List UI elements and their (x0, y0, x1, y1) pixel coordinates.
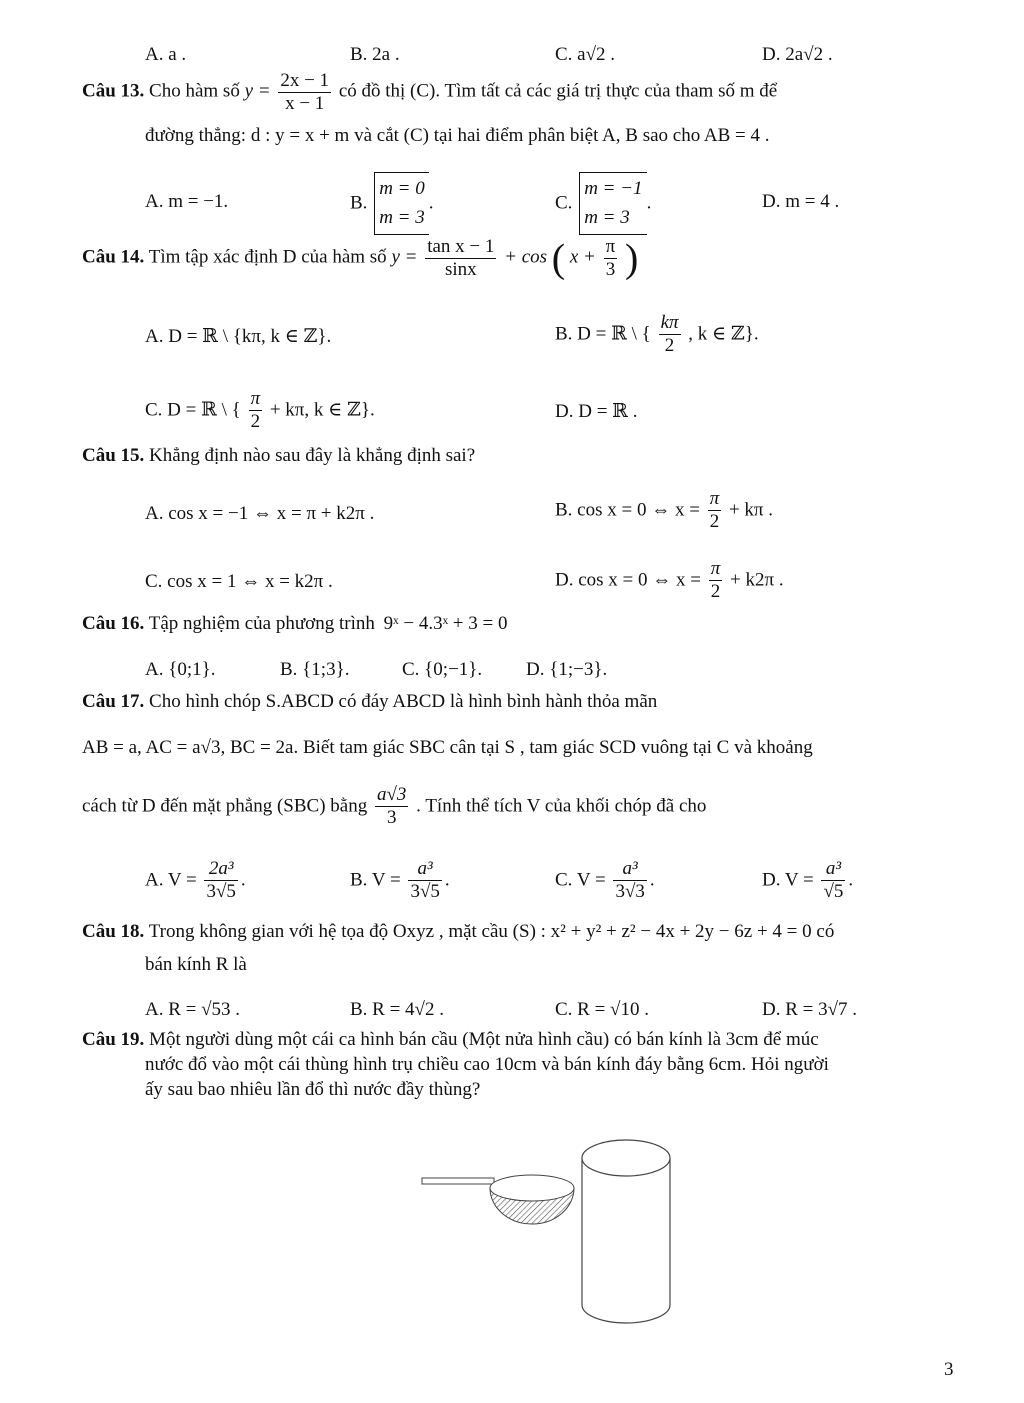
q14-option-c-suffix: + kπ, k ∈ ℤ}. (269, 399, 375, 421)
q18-label: Câu 18. (82, 921, 145, 942)
q14-func-den: sinx (444, 258, 477, 280)
q18-line1 (82, 920, 834, 944)
q17-option-c-den: 3√3 (615, 880, 645, 902)
q13-text3: đường thẳng: d : y = x + m và cắt (C) tại hai điểm phân biệt A, B sao cho AB = 4 . (145, 125, 770, 146)
q18-option-b: B. R = 4√2 . (350, 999, 444, 1020)
ladle-handle (422, 1178, 494, 1184)
q17-option-d: D. V = $\frac{\text{a³}}{√5}$ . (762, 858, 854, 902)
q17-option-d-prefix: D. V = (762, 869, 814, 891)
q15-option-d (555, 558, 784, 603)
q19-label: Câu 19. (82, 1029, 145, 1050)
q13-func-fraction (278, 70, 331, 115)
q18-option-d: D. R = 3√7 . (762, 999, 858, 1020)
q14-option-b-den: 2 (664, 334, 675, 356)
q14-text: Tìm tập xác định D của hàm số (148, 246, 387, 268)
q12-option-c: C. a√2 . (555, 44, 616, 65)
q14-option-b-fraction (659, 312, 681, 357)
q14-open-paren: ( (551, 235, 566, 281)
q17-option-b-num: a³ (408, 858, 441, 881)
q15-option-b-suffix: + kπ . (728, 499, 774, 521)
q14-func-lhs: y = (391, 246, 418, 268)
q13-text1: Cho hàm số (149, 80, 240, 102)
q14-func-rest: + cos (504, 246, 548, 268)
q17-option-a-fraction (204, 858, 237, 903)
q17-option-a: A. V = $\frac{\text{2a³}}{3√5}$ . (145, 858, 246, 902)
q19-text2: nước đổ vào một cái thùng hình trụ chiều cao 10cm và bán kính đáy bằng 6cm. Hỏi người (145, 1054, 829, 1075)
q13-option-b-line2: m = 3 (379, 206, 425, 228)
q17-option-c-num: a³ (613, 858, 646, 881)
q17-option-b-prefix: B. V = (350, 869, 401, 891)
q14-option-c (145, 388, 375, 433)
q15-option-d-num: π (710, 558, 721, 579)
q15-option-b-fraction (708, 488, 722, 533)
q16-equation: 9ˣ − 4.3ˣ + 3 = 0 (383, 613, 508, 634)
q17-option-d-den: √5 (823, 880, 844, 902)
q18-text2: bán kính R là (145, 954, 247, 975)
q14-option-b (555, 312, 759, 357)
q17-line1 (82, 690, 657, 714)
q13-option-b: B. m = 0 m = 3 . (350, 172, 433, 235)
q15-option-b (555, 488, 773, 533)
q17-option-c-prefix: C. V = (555, 869, 606, 891)
q14-line1 (82, 236, 638, 281)
q14-option-c-prefix: C. D = ℝ \ { (145, 399, 241, 421)
q13-option-c: C. m = −1 m = 3 . (555, 172, 651, 235)
q17-label: Câu 17. (82, 691, 145, 712)
q16-text: Tập nghiệm của phương trình (148, 613, 375, 634)
q19-text3: ấy sau bao nhiêu lần đổ thì nước đầy thùng? (145, 1079, 481, 1100)
q14-label: Câu 14. (82, 246, 145, 268)
q14-option-b-suffix: , k ∈ ℤ}. (688, 323, 759, 345)
q17-option-b-den: 3√5 (410, 880, 440, 902)
q17-option-a-num: 2a³ (204, 858, 237, 881)
q17-option-c-fraction (613, 858, 646, 903)
q14-close-paren: ) (624, 235, 639, 281)
q15-option-d-prefix: D. cos x = 0 ⇔ x = (555, 569, 701, 591)
q16-label: Câu 16. (82, 613, 145, 634)
q18-option-a: A. R = √53 . (145, 999, 241, 1020)
q14-option-c-den: 2 (250, 410, 261, 432)
q14-func-num: tan x − 1 (427, 236, 495, 257)
q12-option-a: A. a . (145, 44, 187, 65)
q17-option-d-num: a³ (821, 858, 845, 881)
ladle-and-cylinder-figure (410, 1130, 700, 1330)
q13-option-d: D. m = 4 . (762, 191, 840, 212)
q15-option-a: A. cos x = −1 ⇔ x = π + k2π . (145, 503, 375, 524)
q14-option-b-prefix: B. D = ℝ \ { (555, 323, 651, 345)
q19-line1 (82, 1028, 819, 1052)
q15-option-d-den: 2 (710, 580, 721, 602)
q16-line1 (82, 612, 508, 636)
q13-option-c-line2: m = 3 (584, 206, 630, 228)
q12-option-d: D. 2a√2 . (762, 44, 833, 65)
q14-pi-den: 3 (605, 258, 616, 280)
q17-frac-num: a√3 (376, 784, 407, 805)
q13-option-c-bracket (579, 172, 646, 235)
q12-option-b: B. 2a . (350, 44, 400, 65)
q14-option-c-fraction (249, 388, 263, 433)
q14-paren-inner: x + (569, 246, 596, 268)
q14-pi-fraction (604, 236, 618, 281)
q14-option-b-num: kπ (660, 312, 679, 333)
q17-distance-fraction (375, 784, 408, 829)
q16-option-a: A. {0;1}. (145, 659, 216, 680)
q13-option-a: A. m = −1. (145, 191, 229, 212)
q17-text2: AB = a, AC = a√3, BC = 2a. Biết tam giác SBC cân tại S , tam giác SCD vuông tại C và khoảng (82, 737, 813, 758)
q18-option-c: C. R = √10 . (555, 999, 649, 1020)
q13-func-lhs: y = (244, 80, 271, 102)
q15-text: Khẳng định nào sau đây là khẳng định sai? (149, 445, 476, 466)
q13-func-num: 2x − 1 (280, 70, 330, 91)
q17-text1: Cho hình chóp S.ABCD có đáy ABCD là hình bình hành thỏa mãn (149, 691, 658, 712)
q13-label: Câu 13. (82, 80, 145, 102)
q17-line3 (82, 784, 706, 829)
q15-option-d-fraction (709, 558, 723, 603)
q17-option-c: C. V = $\frac{\text{a³}}{3√3}$ . (555, 858, 655, 902)
q17-option-a-den: 3√5 (206, 880, 236, 902)
q15-line1 (82, 444, 475, 468)
hemisphere-ladle (490, 1175, 574, 1224)
q15-option-b-prefix: B. cos x = 0 ⇔ x = (555, 499, 700, 521)
q13-option-c-line1: m = −1 (584, 178, 643, 199)
q16-option-d: D. {1;−3}. (526, 659, 608, 680)
q14-pi-num: π (605, 236, 616, 257)
q14-option-c-num: π (250, 388, 261, 409)
q17-option-b-fraction (408, 858, 441, 903)
q14-option-d: D. D = ℝ . (555, 401, 638, 422)
q16-option-c: C. {0;−1}. (402, 659, 483, 680)
q17-option-d-fraction (821, 858, 845, 903)
q15-option-d-suffix: + k2π . (730, 569, 784, 591)
q14-option-a: A. D = ℝ \ {kπ, k ∈ ℤ}. (145, 326, 332, 347)
q17-frac-den: 3 (386, 806, 397, 828)
q13-option-b-label: B. (350, 192, 368, 214)
q15-label: Câu 15. (82, 445, 145, 466)
q13-option-b-bracket (374, 172, 429, 235)
q13-func-den: x − 1 (285, 92, 325, 114)
q13-option-b-line1: m = 0 (379, 178, 425, 199)
q18-text1: Trong không gian với hệ tọa độ Oxyz , mặt cầu (S) : x² + y² + z² − 4x + 2y − 6z + 4 = 0 có (148, 921, 835, 942)
q17-text3-prefix: cách từ D đến mặt phẳng (SBC) bằng (82, 795, 368, 817)
q15-option-c: C. cos x = 1 ⇔ x = k2π . (145, 571, 333, 592)
q17-text3-suffix: . Tính thể tích V của khối chóp đã cho (416, 795, 707, 817)
page-number: 3 (944, 1359, 954, 1380)
q13-option-c-label: C. (555, 192, 573, 214)
q15-option-b-den: 2 (709, 510, 720, 532)
q13-line1 (82, 70, 777, 115)
q19-text1: Một người dùng một cái ca hình bán cầu (Một nửa hình cầu) có bán kính là 3cm để múc (149, 1029, 819, 1050)
q13-text2: có đồ thị (C). Tìm tất cả các giá trị thực của tham số m để (338, 80, 778, 102)
q14-func-fraction (425, 236, 496, 281)
q15-option-b-num: π (709, 488, 720, 509)
cylinder-tank (582, 1140, 670, 1323)
q17-option-a-prefix: A. V = (145, 869, 197, 891)
q16-option-b: B. {1;3}. (280, 659, 350, 680)
q17-option-b: B. V = $\frac{\text{a³}}{3√5}$ . (350, 858, 450, 902)
